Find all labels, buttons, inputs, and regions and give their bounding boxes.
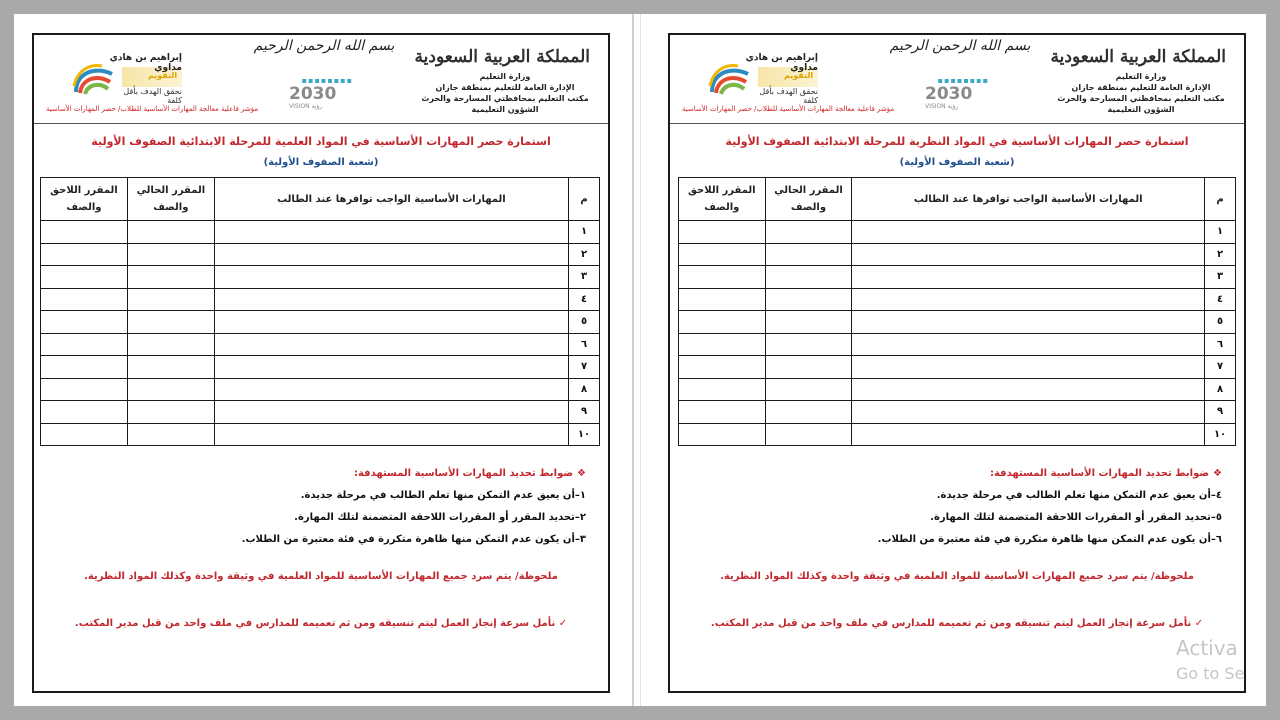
skill-cell[interactable] xyxy=(214,378,568,401)
skill-cell[interactable] xyxy=(214,243,568,266)
current-cell[interactable] xyxy=(127,333,214,356)
ministry-line: مكتب التعليم بمحافظتي المسارحة والحرث xyxy=(1057,94,1225,103)
vision-number: 2030 xyxy=(289,84,337,104)
note-text: ملحوظة/ يتم سرد جميع المهارات الأساسية للمواد العلمية في وثيقة واحدة وكذلك المواد النظرية. xyxy=(720,571,1194,582)
table-row xyxy=(41,243,600,266)
table-row xyxy=(679,266,1236,289)
column-header-skills: المهارات الأساسية الواجب توافرها عند الطالب xyxy=(214,178,568,221)
row-number: ٨ xyxy=(1205,378,1236,401)
basmala: بسم الله الرحمن الرحيم xyxy=(889,38,1031,54)
table-row xyxy=(679,333,1236,356)
column-header-skills: المهارات الأساسية الواجب توافرها عند الطالب xyxy=(852,178,1205,221)
skill-cell[interactable] xyxy=(214,311,568,334)
rules-heading-text: ضوابط تحديد المهارات الأساسية المستهدفة: xyxy=(989,468,1210,479)
table-row xyxy=(679,356,1236,379)
table-row xyxy=(679,401,1236,424)
table-header-row xyxy=(41,178,600,221)
next-cell[interactable] xyxy=(41,311,128,334)
next-cell[interactable] xyxy=(679,221,766,244)
current-cell[interactable] xyxy=(765,401,852,424)
table-row xyxy=(41,423,600,446)
table-row xyxy=(679,378,1236,401)
row-number: ٤ xyxy=(569,288,600,311)
skills-table xyxy=(678,177,1236,446)
table-row xyxy=(679,423,1236,446)
next-cell[interactable] xyxy=(41,288,128,311)
column-header-number: م xyxy=(569,178,600,221)
row-number: ١٠ xyxy=(1205,423,1236,446)
skill-cell[interactable] xyxy=(214,266,568,289)
next-cell[interactable] xyxy=(679,311,766,334)
kingdom-logo-text: المملكة العربية السعودية xyxy=(1050,47,1226,67)
next-cell[interactable] xyxy=(679,378,766,401)
table-row xyxy=(41,401,600,424)
skill-cell[interactable] xyxy=(852,266,1205,289)
rule-item: ٢–تحديد المقرر أو المقررات اللاحقة المتضمنة لتلك المهارة. xyxy=(294,512,586,523)
swirl-logo-icon xyxy=(72,62,116,96)
rules-heading xyxy=(878,463,1222,485)
next-cell[interactable] xyxy=(679,266,766,289)
swirl-logo-icon xyxy=(708,62,752,96)
indicator-caption: مؤشر فاعلية معالجة المهارات الأساسية للطلاب/ حصر المهارات الأساسية xyxy=(682,105,895,113)
skill-cell[interactable] xyxy=(214,333,568,356)
ministry-line: الإدارة العامة للتعليم بمنطقة جازان xyxy=(1071,83,1211,92)
next-cell[interactable] xyxy=(679,333,766,356)
table-row xyxy=(679,243,1236,266)
next-cell[interactable] xyxy=(41,378,128,401)
ministry-line: وزارة التعليم xyxy=(1115,72,1167,81)
logo-motto: نحقق الهدف بأقل كلفة xyxy=(759,87,818,105)
logo-tagline: التقويم xyxy=(148,71,178,80)
form-subtitle: (شعبة الصفوف الأولية) xyxy=(899,157,1015,168)
vision-label: VISION رؤية xyxy=(925,103,959,110)
row-number: ١ xyxy=(1205,221,1236,244)
next-cell[interactable] xyxy=(41,266,128,289)
ministry-line: الشؤون التعليمية xyxy=(1107,105,1175,114)
current-cell[interactable] xyxy=(127,266,214,289)
form-subtitle: (شعبة الصفوف الأولية) xyxy=(263,157,379,168)
bullet-star-icon: ❖ xyxy=(577,468,586,479)
form-title: استمارة حصر المهارات الأساسية في المواد العلمية للمرحلة الابتدائية الصفوف الأولية xyxy=(91,135,551,148)
check-note: ✓ نأمل سرعة إنجاز العمل ليتم تنسيقه ومن ثم تعميمه للمدارس في ملف واحد من قبل مدير المكتب. xyxy=(710,618,1204,629)
skill-cell[interactable] xyxy=(852,243,1205,266)
current-cell[interactable] xyxy=(765,333,852,356)
skill-cell[interactable] xyxy=(852,401,1205,424)
rule-item: ١–أن يعيق عدم التمكن منها تعلم الطالب في مرحلة جديدة. xyxy=(300,490,586,501)
current-cell[interactable] xyxy=(765,378,852,401)
current-cell[interactable] xyxy=(127,243,214,266)
rule-item: ٦–أن يكون عدم التمكن منها ظاهرة متكررة في فئة معتبرة من الطلاب. xyxy=(877,534,1222,545)
basmala: بسم الله الرحمن الرحيم xyxy=(253,38,395,54)
skill-cell[interactable] xyxy=(852,378,1205,401)
skill-cell[interactable] xyxy=(214,423,568,446)
rule-item: ٣–أن يكون عدم التمكن منها ظاهرة متكررة في فئة معتبرة من الطلاب. xyxy=(241,534,586,545)
table-row xyxy=(679,288,1236,311)
current-cell[interactable] xyxy=(127,288,214,311)
table-row xyxy=(41,378,600,401)
current-cell[interactable] xyxy=(127,378,214,401)
skill-cell[interactable] xyxy=(214,356,568,379)
page-header xyxy=(670,35,1244,124)
table-row xyxy=(679,221,1236,244)
table-row xyxy=(41,356,600,379)
skill-cell[interactable] xyxy=(852,423,1205,446)
ministry-lines xyxy=(410,71,600,115)
next-cell[interactable] xyxy=(679,288,766,311)
next-cell[interactable] xyxy=(41,423,128,446)
row-number: ٥ xyxy=(569,311,600,334)
table-row xyxy=(41,311,600,334)
current-cell[interactable] xyxy=(765,266,852,289)
row-number: ٦ xyxy=(1205,333,1236,356)
row-number: ١ xyxy=(569,221,600,244)
next-cell[interactable] xyxy=(41,401,128,424)
current-cell[interactable] xyxy=(765,243,852,266)
table-header-row xyxy=(679,178,1236,221)
row-number: ٨ xyxy=(569,378,600,401)
row-number: ٥ xyxy=(1205,311,1236,334)
page-theoretical xyxy=(668,33,1246,693)
skill-cell[interactable] xyxy=(852,356,1205,379)
ministry-line: الشؤون التعليمية xyxy=(471,105,539,114)
kingdom-logo-text: المملكة العربية السعودية xyxy=(414,47,590,67)
current-cell[interactable] xyxy=(127,311,214,334)
row-number: ٩ xyxy=(1205,401,1236,424)
page-divider xyxy=(632,14,634,706)
rule-item: ٤–أن يعيق عدم التمكن منها تعلم الطالب في مرحلة جديدة. xyxy=(936,490,1222,501)
logo-motto: نحقق الهدف بأقل كلفة xyxy=(123,87,182,105)
vision-2030-logo: ▪▪▪▪▪▪▪▪ 2030 VISION رؤية xyxy=(289,76,353,110)
column-header-next: المقرر اللاحق والصف xyxy=(41,178,128,221)
row-number: ٣ xyxy=(569,266,600,289)
rules-list xyxy=(242,463,586,551)
rule-item: ٥–تحديد المقرر أو المقررات اللاحقة المتضمنة لتلك المهارة. xyxy=(930,512,1222,523)
skill-cell[interactable] xyxy=(214,288,568,311)
column-header-next: المقرر اللاحق والصف xyxy=(679,178,766,221)
table-row xyxy=(679,311,1236,334)
row-number: ١٠ xyxy=(569,423,600,446)
skills-table xyxy=(40,177,600,446)
skill-cell[interactable] xyxy=(214,221,568,244)
current-cell[interactable] xyxy=(765,288,852,311)
row-number: ٧ xyxy=(569,356,600,379)
row-number: ٧ xyxy=(1205,356,1236,379)
rules-list xyxy=(878,463,1222,551)
skill-cell[interactable] xyxy=(214,401,568,424)
current-cell[interactable] xyxy=(765,311,852,334)
current-cell[interactable] xyxy=(127,401,214,424)
current-cell[interactable] xyxy=(765,423,852,446)
next-cell[interactable] xyxy=(41,243,128,266)
ministry-line: مكتب التعليم بمحافظتي المسارحة والحرث xyxy=(421,94,589,103)
page-divider-shadow xyxy=(640,14,641,706)
next-cell[interactable] xyxy=(679,356,766,379)
logo-name: إبراهيم بن هادي مداوي xyxy=(109,53,182,73)
row-number: ٤ xyxy=(1205,288,1236,311)
skill-cell[interactable] xyxy=(852,311,1205,334)
row-number: ٣ xyxy=(1205,266,1236,289)
ministry-line: وزارة التعليم xyxy=(479,72,531,81)
vision-2030-logo: ▪▪▪▪▪▪▪▪ 2030 VISION رؤية xyxy=(925,76,989,110)
activate-windows-watermark: Activa xyxy=(1176,636,1238,660)
skill-cell[interactable] xyxy=(852,221,1205,244)
check-note: ✓ نأمل سرعة إنجاز العمل ليتم تنسيقه ومن ثم تعميمه للمدارس في ملف واحد من قبل مدير المكتب. xyxy=(74,618,568,629)
next-cell[interactable] xyxy=(679,401,766,424)
next-cell[interactable] xyxy=(41,221,128,244)
column-header-current: المقرر الحالي والصف xyxy=(127,178,214,221)
next-cell[interactable] xyxy=(679,423,766,446)
rules-heading xyxy=(242,463,586,485)
column-header-number: م xyxy=(1205,178,1236,221)
activate-windows-hint: Go to Se xyxy=(1176,664,1245,683)
page-scientific xyxy=(32,33,610,693)
row-number: ٢ xyxy=(1205,243,1236,266)
current-cell[interactable] xyxy=(127,356,214,379)
page-header xyxy=(34,35,608,124)
vision-label: VISION رؤية xyxy=(289,103,323,110)
table-row xyxy=(41,333,600,356)
ministry-lines xyxy=(1046,71,1236,115)
ministry-line: الإدارة العامة للتعليم بمنطقة جازان xyxy=(435,83,575,92)
table-row xyxy=(41,266,600,289)
row-number: ٦ xyxy=(569,333,600,356)
current-cell[interactable] xyxy=(127,221,214,244)
program-logo xyxy=(52,45,182,105)
form-title: استمارة حصر المهارات الأساسية في المواد النظرية للمرحلة الابتدائية الصفوف الأولية xyxy=(725,135,1189,148)
logo-tagline: التقويم xyxy=(784,71,814,80)
table-row xyxy=(41,221,600,244)
column-header-current: المقرر الحالي والصف xyxy=(765,178,852,221)
row-number: ٢ xyxy=(569,243,600,266)
table-row xyxy=(41,288,600,311)
logo-name: إبراهيم بن هادي مداوي xyxy=(745,53,818,73)
note-text: ملحوظة/ يتم سرد جميع المهارات الأساسية للمواد العلمية في وثيقة واحدة وكذلك المواد النظرية. xyxy=(84,571,558,582)
next-cell[interactable] xyxy=(41,356,128,379)
bullet-star-icon: ❖ xyxy=(1213,468,1222,479)
skill-cell[interactable] xyxy=(852,288,1205,311)
indicator-caption: مؤشر فاعلية معالجة المهارات الأساسية للطلاب/ حصر المهارات الأساسية xyxy=(46,105,259,113)
skill-cell[interactable] xyxy=(852,333,1205,356)
program-logo xyxy=(688,45,818,105)
next-cell[interactable] xyxy=(41,333,128,356)
current-cell[interactable] xyxy=(765,221,852,244)
rules-heading-text: ضوابط تحديد المهارات الأساسية المستهدفة: xyxy=(353,468,574,479)
current-cell[interactable] xyxy=(127,423,214,446)
vision-number: 2030 xyxy=(925,84,973,104)
current-cell[interactable] xyxy=(765,356,852,379)
row-number: ٩ xyxy=(569,401,600,424)
next-cell[interactable] xyxy=(679,243,766,266)
